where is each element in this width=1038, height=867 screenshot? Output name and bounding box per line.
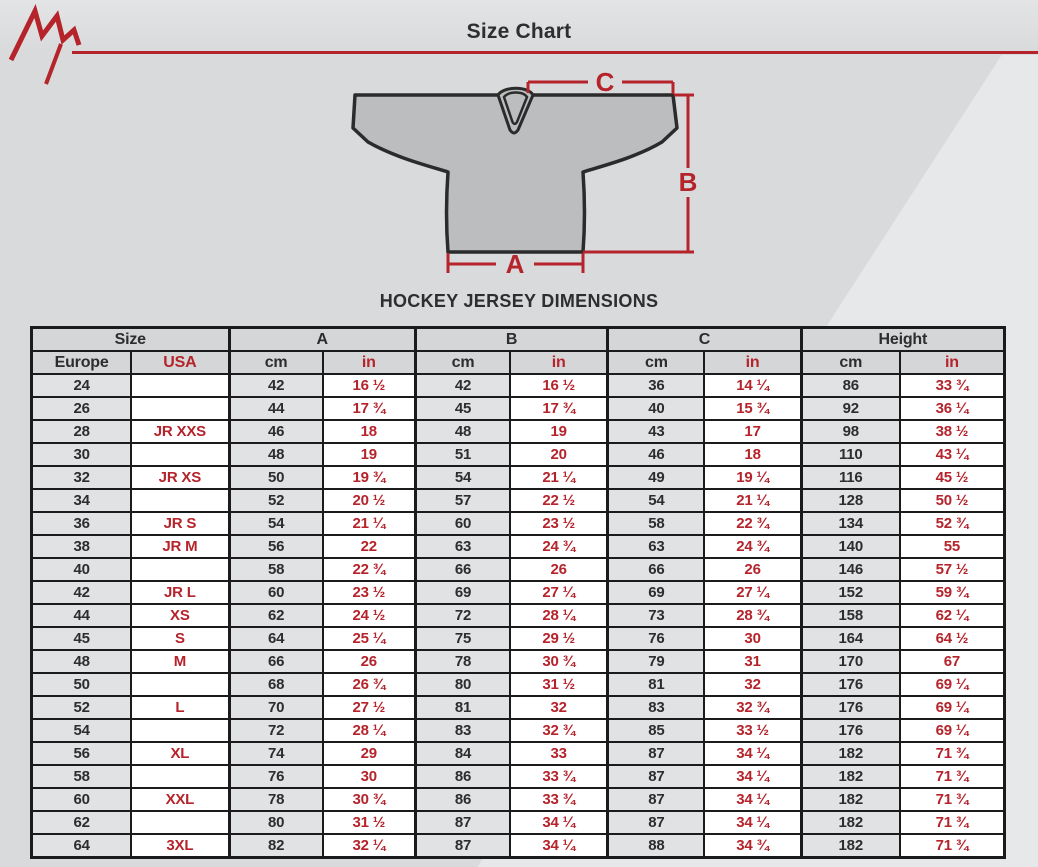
- table-cell: 33 ¾: [510, 765, 608, 788]
- table-cell: [131, 765, 229, 788]
- table-cell: 19: [510, 420, 608, 443]
- table-row: [32, 443, 1005, 466]
- table-cell: 45: [32, 627, 132, 650]
- table-cell: 30: [323, 765, 416, 788]
- table-row: [32, 512, 1005, 535]
- table-row: [32, 673, 1005, 696]
- table-cell: 62: [32, 811, 132, 834]
- unit-header-europe: Europe: [32, 351, 132, 374]
- table-cell: 24: [32, 374, 132, 397]
- table-cell: 66: [415, 558, 510, 581]
- table-cell: S: [131, 627, 229, 650]
- table-cell: 24 ¾: [510, 535, 608, 558]
- table-cell: 22: [323, 535, 416, 558]
- table-cell: 54: [415, 466, 510, 489]
- group-header-c: C: [608, 328, 801, 352]
- table-cell: 60: [32, 788, 132, 811]
- table-cell: [131, 811, 229, 834]
- jersey-dimension-diagram: [330, 60, 710, 290]
- table-row: [32, 535, 1005, 558]
- table-cell: 27 ¼: [510, 581, 608, 604]
- table-cell: 86: [415, 765, 510, 788]
- table-cell: 19: [323, 443, 416, 466]
- table-cell: 70: [229, 696, 323, 719]
- group-header-row: [32, 328, 1005, 352]
- unit-header-a-in: in: [323, 351, 416, 374]
- table-row: [32, 788, 1005, 811]
- table-cell: 26: [510, 558, 608, 581]
- table-row: [32, 742, 1005, 765]
- table-cell: 48: [229, 443, 323, 466]
- table-cell: 21 ¼: [510, 466, 608, 489]
- table-cell: 58: [608, 512, 705, 535]
- table-cell: 76: [229, 765, 323, 788]
- table-cell: 81: [415, 696, 510, 719]
- table-cell: 19 ¼: [704, 466, 801, 489]
- group-header-size: Size: [32, 328, 230, 352]
- table-cell: 18: [704, 443, 801, 466]
- table-cell: 26: [704, 558, 801, 581]
- table-cell: 56: [32, 742, 132, 765]
- table-cell: 54: [608, 489, 705, 512]
- table-cell: 62: [229, 604, 323, 627]
- size-chart-table: [30, 326, 1006, 859]
- table-cell: 60: [229, 581, 323, 604]
- table-cell: 170: [801, 650, 900, 673]
- table-cell: 24 ¾: [704, 535, 801, 558]
- table-cell: 34 ¼: [510, 811, 608, 834]
- table-cell: 83: [415, 719, 510, 742]
- table-cell: 69 ¼: [900, 719, 1005, 742]
- table-cell: 58: [229, 558, 323, 581]
- table-cell: 69: [415, 581, 510, 604]
- table-cell: 140: [801, 535, 900, 558]
- table-cell: 87: [608, 788, 705, 811]
- table-row: [32, 811, 1005, 834]
- table-cell: 3XL: [131, 834, 229, 858]
- unit-header-usa: USA: [131, 351, 229, 374]
- table-cell: 176: [801, 696, 900, 719]
- table-cell: 30 ¾: [510, 650, 608, 673]
- table-cell: 182: [801, 765, 900, 788]
- table-cell: 98: [801, 420, 900, 443]
- table-cell: 45 ½: [900, 466, 1005, 489]
- table-cell: 82: [229, 834, 323, 858]
- table-cell: 22 ¾: [704, 512, 801, 535]
- table-cell: 21 ¼: [704, 489, 801, 512]
- unit-header-a-cm: cm: [229, 351, 323, 374]
- table-cell: 176: [801, 719, 900, 742]
- table-cell: 43 ¼: [900, 443, 1005, 466]
- table-cell: 64: [32, 834, 132, 858]
- table-cell: 52 ¾: [900, 512, 1005, 535]
- table-cell: 17 ¾: [323, 397, 416, 420]
- table-row: [32, 489, 1005, 512]
- table-cell: 34: [32, 489, 132, 512]
- table-cell: 49: [608, 466, 705, 489]
- table-cell: 40: [608, 397, 705, 420]
- table-cell: 152: [801, 581, 900, 604]
- table-cell: 83: [608, 696, 705, 719]
- table-cell: 22 ¾: [323, 558, 416, 581]
- table-cell: 46: [229, 420, 323, 443]
- table-cell: JR S: [131, 512, 229, 535]
- table-cell: 16 ½: [323, 374, 416, 397]
- table-cell: 46: [608, 443, 705, 466]
- unit-header-c-cm: cm: [608, 351, 705, 374]
- table-cell: 146: [801, 558, 900, 581]
- table-row: [32, 420, 1005, 443]
- table-cell: [131, 719, 229, 742]
- table-cell: 87: [415, 834, 510, 858]
- table-row: [32, 374, 1005, 397]
- table-cell: 30: [32, 443, 132, 466]
- table-cell: 92: [801, 397, 900, 420]
- table-cell: 62 ¼: [900, 604, 1005, 627]
- table-cell: 29: [323, 742, 416, 765]
- table-cell: 76: [608, 627, 705, 650]
- table-cell: 68: [229, 673, 323, 696]
- page-title: Size Chart: [466, 20, 572, 43]
- table-cell: 69 ¼: [900, 673, 1005, 696]
- table-cell: 110: [801, 443, 900, 466]
- table-cell: 32: [32, 466, 132, 489]
- table-cell: 32 ¼: [323, 834, 416, 858]
- table-cell: 43: [608, 420, 705, 443]
- table-cell: 42: [32, 581, 132, 604]
- table-cell: 32: [510, 696, 608, 719]
- table-cell: 58: [32, 765, 132, 788]
- table-cell: 134: [801, 512, 900, 535]
- table-cell: 54: [32, 719, 132, 742]
- table-cell: 84: [415, 742, 510, 765]
- table-cell: 32 ¾: [510, 719, 608, 742]
- table-cell: 71 ¾: [900, 765, 1005, 788]
- table-cell: 33 ¾: [900, 374, 1005, 397]
- header: [0, 0, 1038, 60]
- dimension-label-a: A: [505, 249, 525, 279]
- table-cell: 44: [229, 397, 323, 420]
- table-cell: 63: [608, 535, 705, 558]
- group-header-height: Height: [801, 328, 1004, 352]
- table-cell: 182: [801, 742, 900, 765]
- table-cell: 32: [704, 673, 801, 696]
- table-cell: 71 ¾: [900, 834, 1005, 858]
- table-cell: 69 ¼: [900, 696, 1005, 719]
- table-cell: 28 ¼: [323, 719, 416, 742]
- table-cell: 56: [229, 535, 323, 558]
- table-cell: 42: [229, 374, 323, 397]
- table-cell: 60: [415, 512, 510, 535]
- table-cell: 57 ½: [900, 558, 1005, 581]
- table-cell: 17: [704, 420, 801, 443]
- table-cell: 33: [510, 742, 608, 765]
- table-cell: 36: [32, 512, 132, 535]
- table-cell: 20: [510, 443, 608, 466]
- table-cell: 21 ¼: [323, 512, 416, 535]
- dimension-label-b: B: [678, 167, 698, 197]
- table-cell: 87: [608, 765, 705, 788]
- table-title: HOCKEY JERSEY DIMENSIONS: [379, 291, 659, 311]
- table-cell: 87: [415, 811, 510, 834]
- table-cell: 28: [32, 420, 132, 443]
- table-cell: 26: [32, 397, 132, 420]
- table-cell: 32 ¾: [704, 696, 801, 719]
- table-cell: 23 ½: [510, 512, 608, 535]
- table-cell: JR XS: [131, 466, 229, 489]
- table-cell: 116: [801, 466, 900, 489]
- table-cell: 25 ¼: [323, 627, 416, 650]
- table-cell: 59 ¾: [900, 581, 1005, 604]
- table-cell: XS: [131, 604, 229, 627]
- table-cell: 71 ¾: [900, 788, 1005, 811]
- table-cell: 50 ½: [900, 489, 1005, 512]
- table-cell: 27 ½: [323, 696, 416, 719]
- table-cell: JR XXS: [131, 420, 229, 443]
- table-cell: 33 ¾: [510, 788, 608, 811]
- unit-header-b-cm: cm: [415, 351, 510, 374]
- table-cell: 38 ½: [900, 420, 1005, 443]
- table-row: [32, 650, 1005, 673]
- table-cell: 66: [229, 650, 323, 673]
- table-cell: 24 ½: [323, 604, 416, 627]
- table-cell: 80: [229, 811, 323, 834]
- unit-header-height-cm: cm: [801, 351, 900, 374]
- table-cell: 71 ¾: [900, 742, 1005, 765]
- table-cell: [131, 397, 229, 420]
- table-cell: 73: [608, 604, 705, 627]
- table-cell: 86: [801, 374, 900, 397]
- table-row: [32, 719, 1005, 742]
- table-cell: 158: [801, 604, 900, 627]
- unit-header-b-in: in: [510, 351, 608, 374]
- table-cell: 26: [323, 650, 416, 673]
- table-row: [32, 397, 1005, 420]
- table-cell: 20 ½: [323, 489, 416, 512]
- table-cell: [131, 374, 229, 397]
- table-cell: 27 ¼: [704, 581, 801, 604]
- table-cell: 16 ½: [510, 374, 608, 397]
- table-cell: 34 ¼: [704, 811, 801, 834]
- table-cell: 88: [608, 834, 705, 858]
- table-cell: JR M: [131, 535, 229, 558]
- table-cell: 164: [801, 627, 900, 650]
- table-cell: 34 ¾: [704, 834, 801, 858]
- table-cell: 87: [608, 811, 705, 834]
- table-cell: 69: [608, 581, 705, 604]
- table-cell: 34 ¼: [704, 765, 801, 788]
- table-cell: 45: [415, 397, 510, 420]
- table-cell: 23 ½: [323, 581, 416, 604]
- table-cell: 52: [229, 489, 323, 512]
- table-row: [32, 765, 1005, 788]
- table-cell: 26 ¾: [323, 673, 416, 696]
- table-cell: 85: [608, 719, 705, 742]
- table-cell: 29 ½: [510, 627, 608, 650]
- table-cell: 64: [229, 627, 323, 650]
- table-cell: 78: [229, 788, 323, 811]
- table-cell: 71 ¾: [900, 811, 1005, 834]
- table-cell: 182: [801, 811, 900, 834]
- table-cell: 31: [704, 650, 801, 673]
- table-cell: 31 ½: [510, 673, 608, 696]
- table-cell: 63: [415, 535, 510, 558]
- table-cell: 64 ½: [900, 627, 1005, 650]
- table-cell: 87: [608, 742, 705, 765]
- table-cell: 38: [32, 535, 132, 558]
- unit-header-row: [32, 351, 1005, 374]
- table-cell: 72: [415, 604, 510, 627]
- table-cell: XL: [131, 742, 229, 765]
- table-cell: 34 ¼: [704, 788, 801, 811]
- table-cell: 176: [801, 673, 900, 696]
- table-cell: 48: [415, 420, 510, 443]
- table-cell: 48: [32, 650, 132, 673]
- group-header-a: A: [229, 328, 415, 352]
- table-cell: 86: [415, 788, 510, 811]
- header-red-rule: [72, 51, 1038, 54]
- table-cell: 30: [704, 627, 801, 650]
- table-cell: [131, 443, 229, 466]
- table-cell: 66: [608, 558, 705, 581]
- table-cell: [131, 673, 229, 696]
- table-cell: 17 ¾: [510, 397, 608, 420]
- table-row: [32, 627, 1005, 650]
- table-cell: 18: [323, 420, 416, 443]
- table-cell: 36 ¼: [900, 397, 1005, 420]
- table-cell: 44: [32, 604, 132, 627]
- table-cell: 51: [415, 443, 510, 466]
- table-cell: 54: [229, 512, 323, 535]
- table-cell: [131, 489, 229, 512]
- table-cell: 80: [415, 673, 510, 696]
- table-cell: M: [131, 650, 229, 673]
- table-row: [32, 834, 1005, 858]
- unit-header-height-in: in: [900, 351, 1005, 374]
- table-cell: 50: [229, 466, 323, 489]
- table-cell: 55: [900, 535, 1005, 558]
- dimension-label-c: C: [595, 67, 615, 97]
- table-cell: 79: [608, 650, 705, 673]
- table-cell: 28 ¼: [510, 604, 608, 627]
- table-row: [32, 696, 1005, 719]
- table-cell: 30 ¾: [323, 788, 416, 811]
- table-cell: 67: [900, 650, 1005, 673]
- table-cell: [131, 558, 229, 581]
- unit-header-c-in: in: [704, 351, 801, 374]
- table-cell: 34 ¼: [510, 834, 608, 858]
- table-cell: 40: [32, 558, 132, 581]
- table-cell: 19 ¾: [323, 466, 416, 489]
- table-cell: 57: [415, 489, 510, 512]
- table-cell: JR L: [131, 581, 229, 604]
- brand-zigzag-logo-icon: [8, 4, 92, 86]
- table-cell: 36: [608, 374, 705, 397]
- table-cell: L: [131, 696, 229, 719]
- table-cell: 81: [608, 673, 705, 696]
- table-cell: 33 ½: [704, 719, 801, 742]
- table-cell: 15 ¾: [704, 397, 801, 420]
- table-cell: XXL: [131, 788, 229, 811]
- table-cell: 78: [415, 650, 510, 673]
- size-table-body: [32, 374, 1005, 858]
- table-cell: 50: [32, 673, 132, 696]
- table-cell: 34 ¼: [704, 742, 801, 765]
- table-cell: 182: [801, 788, 900, 811]
- table-cell: 14 ¼: [704, 374, 801, 397]
- table-cell: 42: [415, 374, 510, 397]
- table-cell: 52: [32, 696, 132, 719]
- table-row: [32, 581, 1005, 604]
- table-cell: 74: [229, 742, 323, 765]
- table-row: [32, 466, 1005, 489]
- table-cell: 31 ½: [323, 811, 416, 834]
- table-row: [32, 558, 1005, 581]
- table-cell: 28 ¾: [704, 604, 801, 627]
- group-header-b: B: [415, 328, 607, 352]
- table-cell: 128: [801, 489, 900, 512]
- table-cell: 75: [415, 627, 510, 650]
- table-cell: 72: [229, 719, 323, 742]
- table-row: [32, 604, 1005, 627]
- table-cell: 182: [801, 834, 900, 858]
- table-cell: 22 ½: [510, 489, 608, 512]
